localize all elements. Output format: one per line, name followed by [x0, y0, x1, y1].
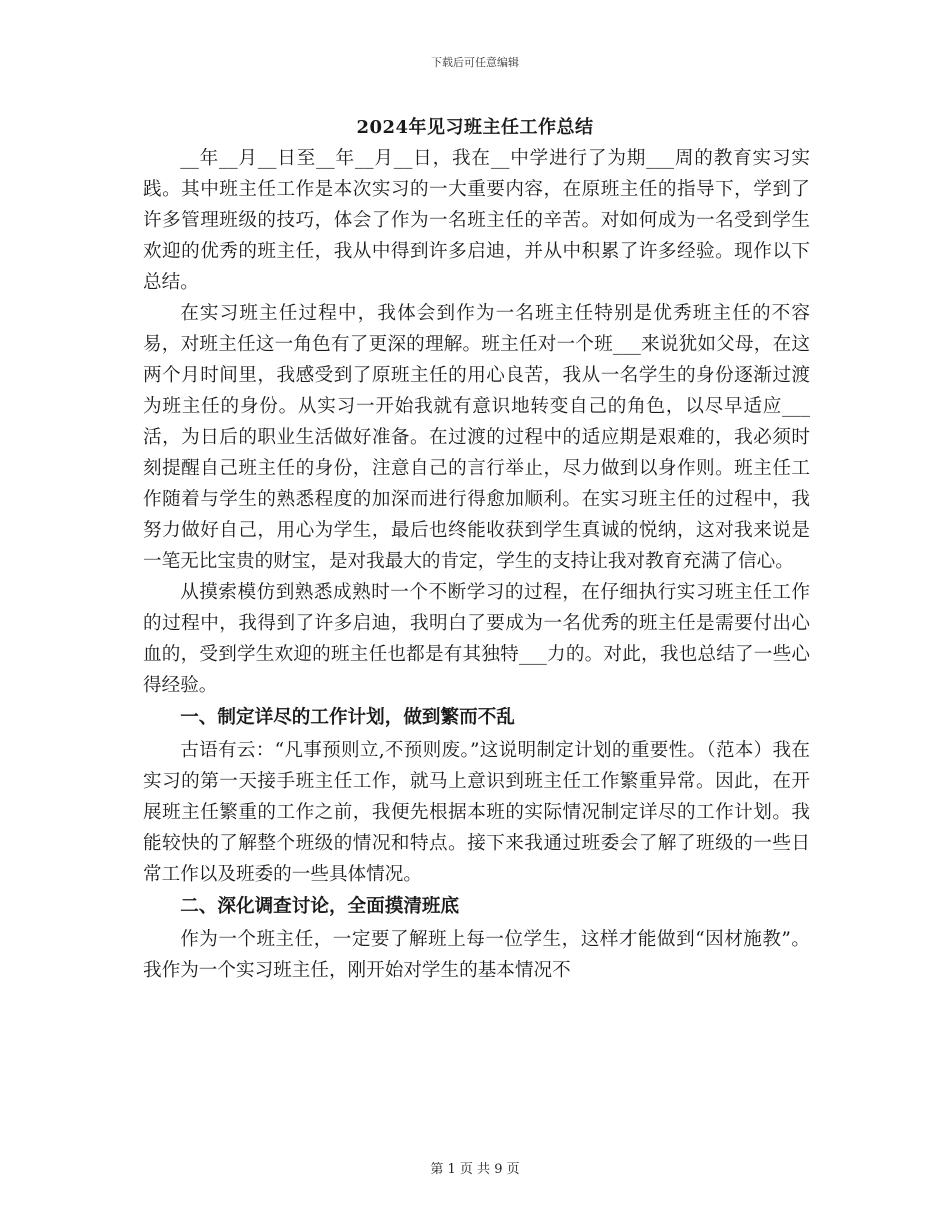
paragraph: __年__月__日至__年__月__日，我在__中学进行了为期___周的教育实习实践。其中班主任工作是本次实习的一大重要内容，在原班主任的指导下，学到了许多管理班级的技巧，体会了作为一名班主任的辛苦。对如何成为一名受到学生欢迎的优秀的班主任，我从中得到许多启迪，并从中积累了许多经验。现作以下总结。: [143, 148, 810, 293]
paragraph: 古语有云：“凡事预则立,不预则废。”这说明制定计划的重要性。（范本）我在实习的第一天接手班主任工作，就马上意识到班主任工作繁重异常。因此，在开展班主任繁重的工作之前，我便先根据本班的实际情况制定详尽的工作计划。我能较快的了解整个班级的情况和特点。接下来我通过班委会了解了班级的一些日常工作以及班委的一些具体情况。: [143, 740, 810, 885]
section-heading: 一、制定详尽的工作计划，做到繁而不乱: [180, 707, 515, 728]
paragraph: 从摸索模仿到熟悉成熟时一个不断学习的过程，在仔细执行实习班主任工作的过程中，我得到了许多启迪，我明白了要成为一名优秀的班主任是需要付出心血的，受到学生欢迎的班主任也都是有其独特___力的。对此，我也总结了一些心得经验。: [143, 582, 810, 696]
page-number: 第 1 页 共 9 页: [430, 1162, 520, 1177]
section-heading: 二、深化调查讨论，全面摸清班底: [180, 896, 460, 917]
paragraph: 在实习班主任过程中，我体会到作为一名班主任特别是优秀班主任的不容易，对班主任这一角色有了更深的理解。班主任对一个班___来说犹如父母，在这两个月时间里，我感受到了原班主任的用心良苦，我从一名学生的身份逐渐过渡为班主任的身份。从实习一开始我就有意识地转变自己的角色，以尽早适应___活，为日后的职业生活做好准备。在过渡的过程中的适应期是艰难的，我必须时刻提醒自己班主任的身份，注意自己的言行举止，尽力做到以身作则。班主任工作随着与学生的熟悉程度的加深而进行得愈加顺利。在实习班主任的过程中，我努力做好自己，用心为学生，最后也终能收获到学生真诚的悦纳，这对我来说是一笔无比宝贵的财宝，是对我最大的肯定，学生的支持让我对教育充满了信心。: [143, 303, 810, 572]
paragraph: 作为一个班主任，一定要了解班上每一位学生，这样才能做到“因材施教”。我作为一个实习班主任，刚开始对学生的基本情况不: [143, 929, 810, 981]
document-title: 2024年见习班主任工作总结: [356, 117, 594, 138]
document-body: [143, 143, 810, 986]
header-note: 下载后可任意编辑: [431, 56, 519, 69]
